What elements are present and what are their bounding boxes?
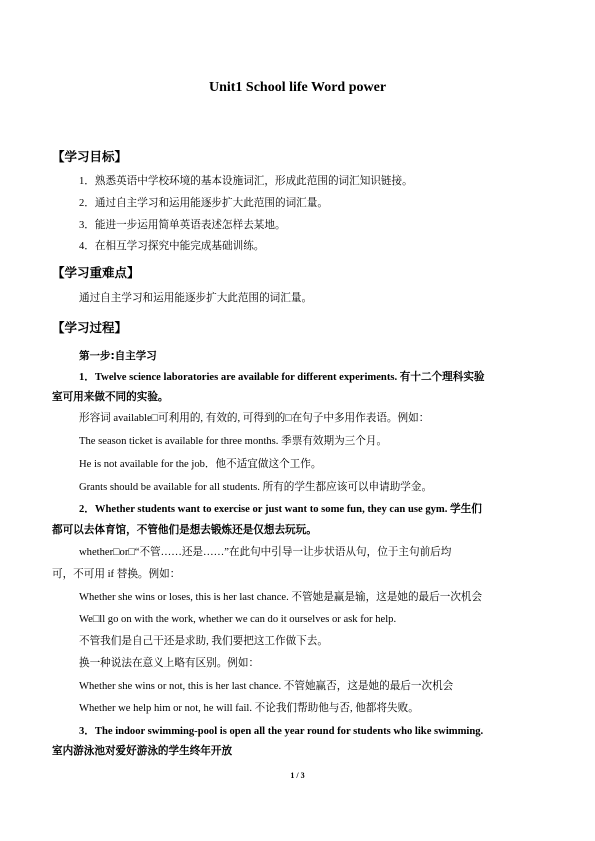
item1-example: The season ticket is available for three months. 季票有效期为三个月。 — [79, 436, 388, 447]
item1-sentence-cont: 室可用来做不同的实验。 — [52, 392, 169, 403]
item1-example: He is not available for the job．他不适宜做这个工作。 — [79, 459, 322, 470]
item2-sentence: 2．Whether students want to exercise or just want to some fun, they can use gym. 学生们 — [79, 504, 482, 515]
step-heading: 第一步:自主学习 — [79, 350, 157, 362]
item1-example: Grants should be available for all students. 所有的学生都应该可以申请助学金。 — [79, 482, 433, 493]
section-heading-process: 【学习过程】 — [52, 320, 128, 335]
item2-example: Whether we help him or not, he will fail. 不论我们帮助他与否, 他都将失败。 — [79, 703, 419, 714]
item2-note: 换一种说法在意义上略有区别。例如： — [79, 658, 260, 669]
goal-item: 3．能进一步运用简单英语表述怎样去某地。 — [79, 220, 286, 231]
page-number: 1 / 3 — [290, 771, 305, 780]
page-title: Unit1 School life Word power — [208, 80, 387, 95]
item2-example: 不管我们是自己干还是求助, 我们要把这工作做下去。 — [79, 636, 328, 647]
item2-note: whether□or□“不管……还是……”在此句中引导一让步状语从句，位于主句前后均 — [79, 547, 452, 558]
key-points-text: 通过自主学习和运用能逐步扩大此范围的词汇量。 — [79, 293, 313, 304]
item1-note: 形容词 available□可利用的, 有效的, 可得到的□在句子中多用作表语。例如： — [79, 413, 430, 424]
section-heading-goals: 【学习目标】 — [52, 149, 128, 164]
section-heading-key-points: 【学习重难点】 — [52, 265, 140, 280]
goal-item: 4．在相互学习探究中能完成基础训练。 — [79, 241, 265, 252]
item1-sentence: 1．Twelve science laboratories are available for different experiments. 有十二个理科实验 — [79, 372, 485, 383]
item3-sentence-cont: 室内游泳池对爱好游泳的学生终年开放 — [52, 746, 233, 757]
item2-example: We□ll go on with the work, whether we can do it ourselves or ask for help. — [79, 614, 397, 625]
item3-sentence: 3．The indoor swimming-pool is open all the year round for students who like swimming. — [79, 726, 484, 737]
goal-item: 2．通过自主学习和运用能逐步扩大此范围的词汇量。 — [79, 198, 328, 209]
item2-note-cont: 可，不可用 if 替换。例如： — [52, 569, 181, 580]
item2-example: Whether she wins or not, this is her last chance. 不管她赢否，这是她的最后一次机会 — [79, 681, 454, 692]
item2-sentence-cont: 都可以去体育馆，不管他们是想去锻炼还是仅想去玩玩。 — [52, 525, 317, 536]
item2-example: Whether she wins or loses, this is her last chance. 不管她是赢是输，这是她的最后一次机会 — [79, 592, 483, 603]
goal-item: 1．熟悉英语中学校环境的基本设施词汇，形成此范围的词汇知识链接。 — [79, 176, 413, 187]
